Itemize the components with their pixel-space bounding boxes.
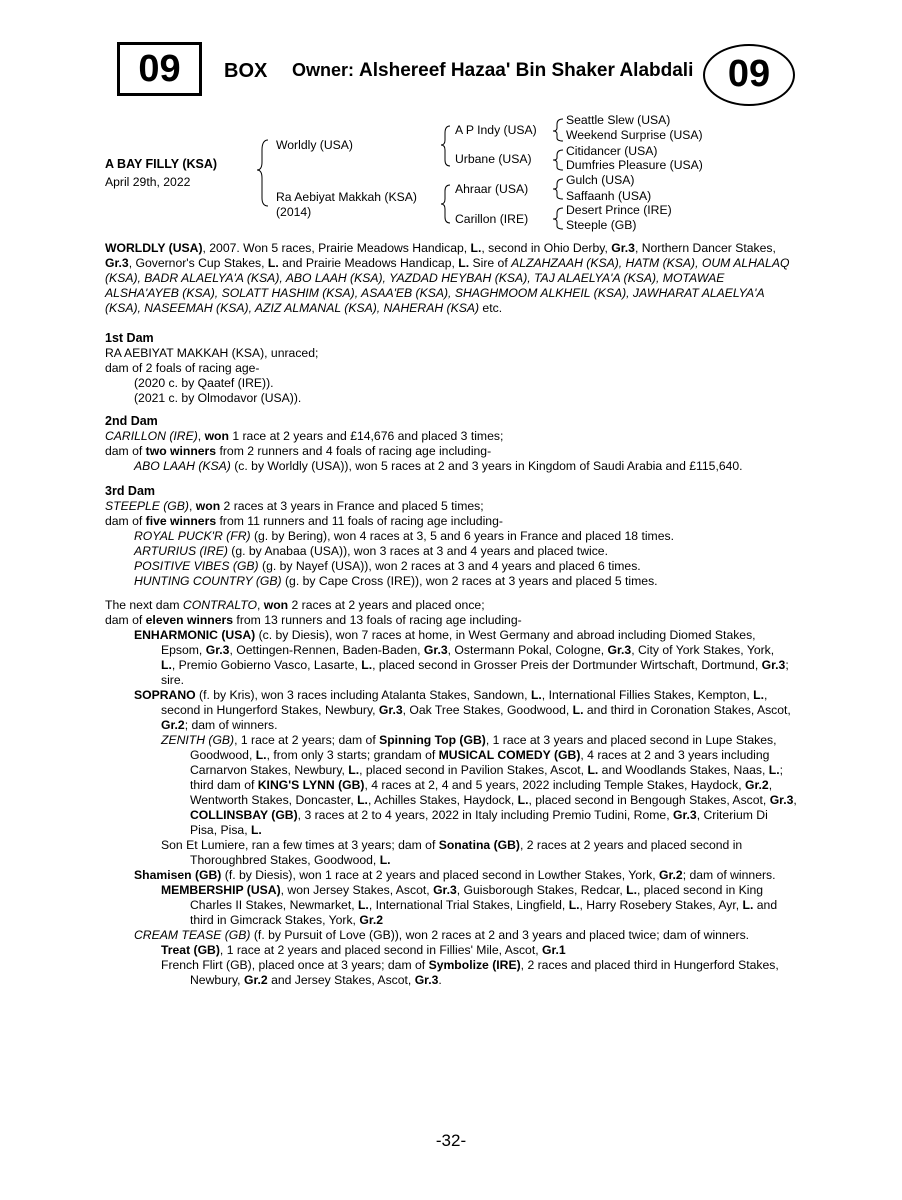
horse-name: A BAY FILLY (KSA) [105, 157, 218, 171]
second-dam-heading: 2nd Dam [105, 414, 158, 428]
third-dam-section: 3rd Dam STEEPLE (GB), won 2 races at 3 years in France and placed 5 times; dam of five winners from 11 runners and 11 foals of racing age including- ROYAL PUCK'R (FR) (g. by Bering), won 4 races at 3, 5 and 6 years in France and placed 18 times. ARTURIUS (IRE) (g. by Anabaa (USA)), won 3 races at 3 and 4 years and placed twice. POSITIVE VIBES (GB) (g. by Nayef (USA)), won 2 races at 3 and 4 years and placed 6 times. HUNTING COUNTRY (GB) (g. by Cape Cross (IRE)), won 2 races at 3 years and placed 5 times. [105, 484, 797, 589]
owner-name: Alshereef Hazaa' Bin Shaker Alabdali [359, 60, 694, 81]
list-item: HUNTING COUNTRY (GB) (g. by Cape Cross (IRE)), won 2 races at 3 years and placed 5 times. [134, 574, 658, 588]
pedigree-sire: Worldly (USA) [276, 138, 353, 152]
pedigree-g3-2: Weekend Surprise (USA) [566, 128, 703, 142]
first-dam-section: 1st Dam RA AEBIYAT MAKKAH (KSA), unraced; dam of 2 foals of racing age- (2020 c. by Qaatef (IRE)). (2021 c. by Olmodavor (USA)). [105, 331, 797, 406]
treat-entry: Treat (GB), 1 race at 2 years and placed second in Fillies' Mile, Ascot, Gr.1 [161, 943, 566, 957]
lot-number-oval: 09 [703, 44, 795, 106]
zenith-entry: ZENITH (GB), 1 race at 2 years; dam of Spinning Top (GB), 1 race at 3 years and placed second in Lupe Stakes, Goodwood, L., from only 3 starts; grandam of MUSICAL COMEDY (GB), 4 races at 2 and 3 years including Carnarvon Stakes, Newbury, L., placed second in Pavilion Stakes, Ascot, L. and Woodlands Stakes, Naas, L.; third dam of KING'S LYNN (GB), 4 races at 2, 4 and 5 years, 2022 including Temple Stakes, Haydock, Gr.2, Wentworth Stakes, Doncaster, L., Achilles Stakes, Haydock, L., placed second in Bengough Stakes, Ascot, Gr.3, COLLINSBAY (GB), 3 races at 2 to 4 years, 2022 in Italy including Premio Tudini, Rome, Gr.3, Criterium Di Pisa, Pisa, L. [161, 733, 797, 837]
sire-name: WORLDLY (USA) [105, 241, 203, 255]
pedigree-g3-1: Seattle Slew (USA) [566, 113, 671, 127]
owner-label: Owner: [292, 60, 355, 80]
pedigree-g3-3: Citidancer (USA) [566, 144, 658, 158]
pedigree-g3-7: Desert Prince (IRE) [566, 203, 672, 217]
list-item: POSITIVE VIBES (GB) (g. by Nayef (USA)), won 2 races at 3 and 4 years and placed 6 times. [134, 559, 641, 573]
next-dam-section: The next dam CONTRALTO, won 2 races at 2 years and placed once; dam of eleven winners from 13 runners and 13 foals of racing age including- ENHARMONIC (USA) (c. by Diesis), won 7 races at home, in West Germany and abroad including Diomed Stakes, Epsom, Gr.3, Oettingen-Rennen, Baden-Baden, Gr.3, Ostermann Pokal, Cologne, Gr.3, City of York Stakes, York, L., Premio Gobierno Vasco, Lasarte, L., placed second in Grosser Preis der Dortmunder Wirtschaft, Dortmund, Gr.3; sire. SOPRANO (f. by Kris), won 3 races including Atalanta Stakes, Sandown, L., International Fillies Stakes, Kempton, L., second in Hungerford Stakes, Newbury, Gr.3, Oak Tree Stakes, Goodwood, L. and third in Coronation Stakes, Ascot, Gr.2; dam of winners. ZENITH (GB), 1 race at 2 years; dam of Spinning Top (GB), 1 race at 3 years and placed second in Lupe Stakes, Goodwood, L., from only 3 starts; grandam of MUSICAL COMEDY (GB), 4 races at 2 and 3 years including Carnarvon Stakes, Newbury, L., placed second in Pavilion Stakes, Ascot, L. and Woodlands Stakes, Naas, L.; third dam of KING'S LYNN (GB), 4 races at 2, 4 and 5 years, 2022 including Temple Stakes, Haydock, Gr.2, Wentworth Stakes, Doncaster, L., Achilles Stakes, Haydock, L., placed second in Bengough Stakes, Ascot, Gr.3, COLLINSBAY (GB), 3 races at 2 to 4 years, 2022 in Italy including Premio Tudini, Rome, Gr.3, Criterium Di Pisa, Pisa, L. Son Et Lumiere, ran a few times at 3 years; dam of Sonatina (GB), 2 races at 2 years and placed second in Thoroughbred Stakes, Goodwood, L. Shamisen (GB) (f. by Diesis), won 1 race at 2 years and placed second in Lowther Stakes, York, Gr.2; dam of winners. MEMBERSHIP (USA), won Jersey Stakes, Ascot, Gr.3, Guisborough Stakes, Redcar, L., placed second in King Charles II Stakes, Newmarket, L., International Trial Stakes, Lingfield, L., Harry Rosebery Stakes, Ayr, L. and third in Gimcrack Stakes, York, Gr.2 CREAM TEASE (GB) (f. by Pursuit of Love (GB)), won 2 races at 2 and 3 years and placed twice; dam of winners. Treat (GB), 1 race at 2 years and placed second in Fillies' Mile, Ascot, Gr.1 French Flirt (GB), placed once at 3 years; dam of Symbolize (IRE), 2 races and placed third in Hungerford Stakes, Newbury, Gr.2 and Jersey Stakes, Ascot, Gr.3. [105, 598, 797, 987]
pedigree-dam-dam: Carillon (IRE) [455, 212, 529, 226]
enharmonic-entry: ENHARMONIC (USA) (c. by Diesis), won 7 races at home, in West Germany and abroad including Diomed Stakes, Epsom, Gr.3, Oettingen-Rennen, Baden-Baden, Gr.3, Ostermann Pokal, Cologne, Gr.3, City of York Stakes, York, L., Premio Gobierno Vasco, Lasarte, L., placed second in Grosser Preis der Dortmunder Wirtschaft, Dortmund, Gr.3; sire. [134, 628, 789, 687]
box-label: BOX [224, 60, 268, 82]
first-dam-heading: 1st Dam [105, 331, 154, 345]
french-flirt-entry: French Flirt (GB), placed once at 3 years; dam of Symbolize (IRE), 2 races and placed third in Hungerford Stakes, Newbury, Gr.2 and Jersey Stakes, Ascot, Gr.3. [161, 958, 779, 987]
pedigree-g3-6: Saffaanh (USA) [566, 189, 652, 203]
pedigree-g3-8: Steeple (GB) [566, 218, 637, 232]
pedigree-g3-4: Dumfries Pleasure (USA) [566, 158, 703, 172]
list-item: ARTURIUS (IRE) (g. by Anabaa (USA)), won 3 races at 3 and 4 years and placed twice. [134, 544, 608, 558]
pedigree-sire-dam: Urbane (USA) [455, 152, 532, 166]
pedigree-dam-year: (2014) [276, 205, 312, 219]
son-et-lumiere-entry: Son Et Lumiere, ran a few times at 3 years; dam of Sonatina (GB), 2 races at 2 years and placed second in Thoroughbred Stakes, Goodwood, L. [161, 838, 743, 867]
sire-paragraph: WORLDLY (USA), 2007. Won 5 races, Prairie Meadows Handicap, L., second in Ohio Derby, Gr.3, Northern Dancer Stakes, Gr.3, Governor's Cup Stakes, L. and Prairie Meadows Handicap, L. Sire of ALZAHZAAH (KSA), HATM (KSA), OUM ALHALAQ (KSA), BADR ALAELYA'A (KSA), ABO LAAH (KSA), YAZDAD HEYBAH (KSA), TAJ ALAELYA'A (KSA), MOTAWAE ALSHA'AYEB (KSA), SOLATT HASHIM (KSA), ASAA'EB (KSA), SHAGHMOOM ALKHEIL (KSA), JAWHARAT ALAELYA'A (KSA), NASEEMAH (KSA), AZIZ ALMANAL (KSA), NAHERAH (KSA) etc. [105, 241, 790, 315]
page-number: -32- [435, 1131, 467, 1150]
list-item: ROYAL PUCK'R (FR) (g. by Bering), won 4 races at 3, 5 and 6 years in France and placed 18 times. [134, 529, 674, 543]
second-dam-section: 2nd Dam CARILLON (IRE), won 1 race at 2 years and £14,676 and placed 3 times; dam of two winners from 2 runners and 4 foals of racing age including- ABO LAAH (KSA) (c. by Worldly (USA)), won 5 races at 2 and 3 years in Kingdom of Saudi Arabia and £115,640. [105, 414, 797, 474]
third-dam-heading: 3rd Dam [105, 484, 156, 498]
pedigree-g3-5: Gulch (USA) [566, 173, 635, 187]
cream-tease-entry: CREAM TEASE (GB) (f. by Pursuit of Love (GB)), won 2 races at 2 and 3 years and placed twice; dam of winners. [134, 928, 750, 942]
pedigree-dam-sire: Ahraar (USA) [455, 182, 529, 196]
pedigree-dam: Ra Aebiyat Makkah (KSA) [276, 190, 417, 204]
soprano-entry: SOPRANO (f. by Kris), won 3 races including Atalanta Stakes, Sandown, L., International Fillies Stakes, Kempton, L., second in Hungerford Stakes, Newbury, Gr.3, Oak Tree Stakes, Goodwood, L. and third in Coronation Stakes, Ascot, Gr.2; dam of winners. [134, 688, 791, 732]
shamisen-entry: Shamisen (GB) (f. by Diesis), won 1 race at 2 years and placed second in Lowther Stakes, York, Gr.2; dam of winners. [134, 868, 776, 882]
pedigree-sire-sire: A P Indy (USA) [455, 123, 537, 137]
membership-entry: MEMBERSHIP (USA), won Jersey Stakes, Ascot, Gr.3, Guisborough Stakes, Redcar, L., placed second in King Charles II Stakes, Newmarket, L., International Trial Stakes, Lingfield, L., Harry Rosebery Stakes, Ayr, L. and third in Gimcrack Stakes, York, Gr.2 [161, 883, 778, 927]
pedigree-brackets [0, 0, 902, 260]
horse-dob: April 29th, 2022 [105, 175, 191, 189]
lot-number-box: 09 [117, 42, 202, 96]
